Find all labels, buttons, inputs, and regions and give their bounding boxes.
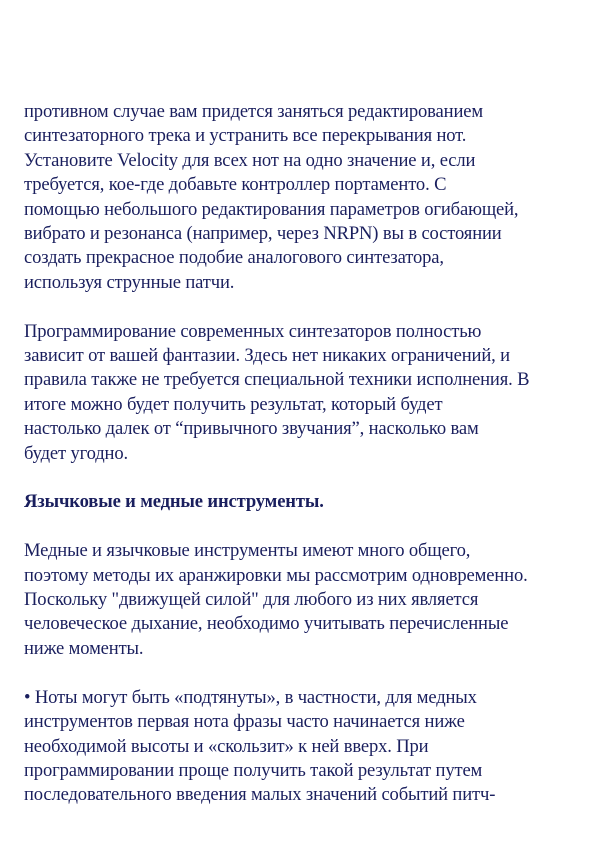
- text-line: необходимой высоты и «скользит» к ней вверх. При: [24, 735, 429, 757]
- text-line: человеческое дыхание, необходимо учитывать перечисленные: [24, 613, 509, 635]
- text-line: Программирование современных синтезаторов полностью: [24, 320, 482, 342]
- text-line: синтезаторного трека и устранить все перекрывания нот.: [24, 125, 467, 147]
- text-line: противном случае вам придется заняться редактированием: [24, 101, 483, 122]
- document-body: [24, 100, 584, 832]
- text-line: вибрато и резонанса (например, через NRPN) вы в состоянии: [24, 223, 502, 245]
- text-line: Медные и язычковые инструменты имеют много общего,: [24, 540, 471, 562]
- paragraph-brass-reeds: [24, 539, 584, 661]
- text-line: инструментов первая нота фразы часто начинается ниже: [24, 711, 465, 733]
- text-line: поэтому методы их аранжировки мы рассмотрим одновременно.: [24, 564, 528, 586]
- text-line: программировании проще получить такой результат путем: [24, 759, 483, 781]
- text-line: помощью небольшого редактирования параметров огибающей,: [24, 198, 519, 220]
- text-line: зависит от вашей фантазии. Здесь нет никаких ограничений, и: [24, 345, 510, 367]
- text-line: последовательного введения малых значений событий питч-: [24, 784, 496, 806]
- paragraph-programming: [24, 320, 584, 466]
- heading-line: Язычковые и медные инструменты.: [24, 491, 324, 513]
- text-line: Поскольку "движущей силой" для любого из них является: [24, 589, 479, 611]
- text-line: настолько далек от “привычного звучания”, насколько вам: [24, 418, 479, 440]
- section-heading: [24, 490, 584, 514]
- text-line: создать прекрасное подобие аналогового синтезатора,: [24, 247, 444, 269]
- text-line: требуется, кое-где добавьте контроллер портаменто. С: [24, 174, 447, 196]
- text-line: будет угодно.: [24, 442, 128, 464]
- text-line: итоге можно будет получить результат, который будет: [24, 393, 443, 415]
- text-line: • Ноты могут быть «подтянуты», в частности, для медных: [24, 686, 477, 708]
- bullet-item-notes: [24, 686, 584, 808]
- text-line: ниже моменты.: [24, 637, 144, 659]
- text-line: Установите Velocity для всех нот на одно значение и, если: [24, 149, 476, 171]
- text-line: правила также не требуется специальной техники исполнения. В: [24, 369, 530, 391]
- paragraph-synth-editing: [24, 100, 584, 295]
- text-line: используя струнные патчи.: [24, 271, 235, 293]
